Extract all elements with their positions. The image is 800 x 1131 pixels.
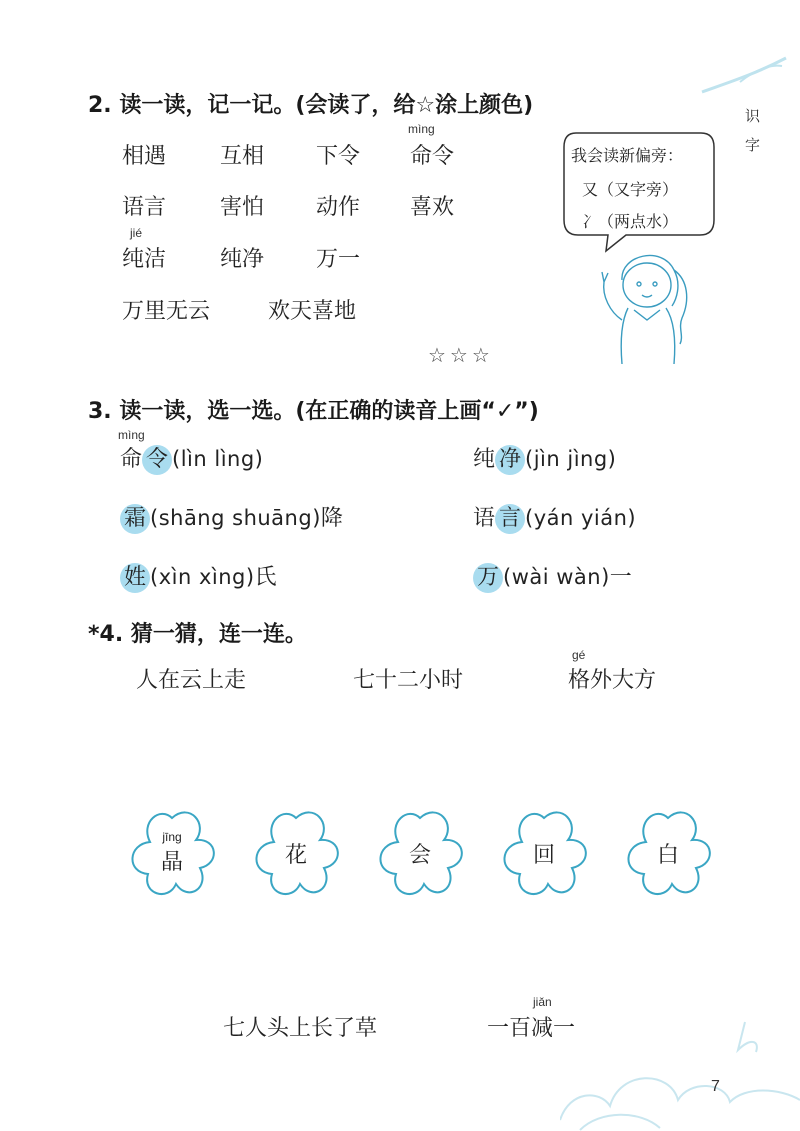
options-ling[interactable]: (lìn lìng)	[172, 447, 264, 471]
options-wan[interactable]: (wài wàn)	[503, 565, 610, 589]
word-huantianxidi: 欢天喜地	[268, 299, 357, 324]
flower-hua: 花	[284, 843, 307, 868]
word-chunjie: 纯洁	[122, 247, 167, 272]
flower-bai: 白	[656, 843, 679, 868]
select-item-chunjing	[473, 442, 616, 475]
page-number: 7	[711, 1078, 720, 1095]
side-label-zi: 字	[745, 136, 761, 154]
select-item-wanyi	[473, 560, 632, 593]
word-huxiang: 互相	[220, 144, 265, 169]
pinyin-ming-2: mìng	[408, 122, 435, 136]
word-wanyi: 万一	[316, 247, 361, 272]
char-chun: 纯	[473, 447, 496, 472]
flower-jing-pinyin: jīng	[162, 830, 182, 844]
section2-heading: 2. 读一读，记一记。(会读了，给☆涂上颜色)	[88, 93, 534, 118]
word-xialing: 下令	[316, 144, 361, 169]
options-xing[interactable]: (xìn xìng)	[150, 565, 255, 589]
bubble-line-you: 又（又字旁）	[582, 180, 679, 199]
highlight-wan: 万	[473, 563, 503, 593]
char-yi: 一	[609, 565, 632, 590]
options-yan[interactable]: (yán yián)	[525, 506, 637, 530]
word-yuyan: 语言	[122, 195, 167, 220]
highlight-yan: 言	[495, 504, 525, 534]
select-item-xingshi	[120, 560, 277, 593]
options-shuang[interactable]: (shāng shuāng)	[150, 506, 321, 530]
pinyin-ming-3: mìng	[118, 428, 145, 442]
options-jing[interactable]: (jìn jìng)	[525, 447, 617, 471]
riddle-qishier[interactable]: 七十二小时	[353, 668, 464, 693]
riddle-gewai[interactable]: 格外大方	[568, 668, 657, 693]
highlight-shuang: 霜	[120, 504, 150, 534]
girl-illustration	[592, 240, 702, 365]
riddle-renzaiyun[interactable]: 人在云上走	[136, 668, 247, 693]
rating-stars[interactable]: ☆☆☆	[428, 343, 494, 367]
word-wanliwuyun: 万里无云	[122, 299, 211, 324]
highlight-jing: 净	[495, 445, 525, 475]
word-haipa: 害怕	[220, 195, 265, 220]
bird-decoration	[700, 52, 790, 102]
side-label-shi: 识	[745, 107, 761, 125]
cloud-decoration	[560, 1010, 800, 1131]
char-shi: 氏	[254, 565, 277, 590]
riddle-qiren[interactable]: 七人头上长了草	[223, 1016, 378, 1041]
select-item-shuangjiang	[120, 501, 343, 534]
bubble-title: 我会读新偏旁：	[571, 146, 684, 165]
word-xiangyu: 相遇	[122, 144, 167, 169]
char-ming: 命	[120, 447, 143, 472]
word-dongzuo: 动作	[316, 195, 361, 220]
word-mingling: 命令	[410, 144, 455, 169]
flower-hui2: 回	[532, 843, 555, 868]
bubble-line-liangdianshui: 冫（两点水）	[582, 212, 679, 231]
select-item-yuyan	[473, 501, 636, 534]
word-xihuan: 喜欢	[410, 195, 455, 220]
section4-heading: *4. 猜一猜，连一连。	[88, 622, 307, 647]
pinyin-jie: jié	[130, 226, 143, 240]
char-yu: 语	[473, 506, 496, 531]
flower-jing: 晶	[160, 850, 183, 875]
select-item-mingling	[120, 442, 263, 475]
word-chunjing: 纯净	[220, 247, 265, 272]
char-jiang: 降	[320, 506, 343, 531]
highlight-ling: 令	[142, 445, 172, 475]
riddle-yibaijianyi[interactable]: 一百减一	[487, 1016, 576, 1041]
flower-hui: 会	[408, 843, 431, 868]
pinyin-jian: jiǎn	[533, 995, 552, 1009]
section3-heading: 3. 读一读，选一选。(在正确的读音上画“✓”)	[88, 399, 539, 424]
highlight-xing: 姓	[120, 563, 150, 593]
pinyin-ge: gé	[572, 648, 586, 662]
